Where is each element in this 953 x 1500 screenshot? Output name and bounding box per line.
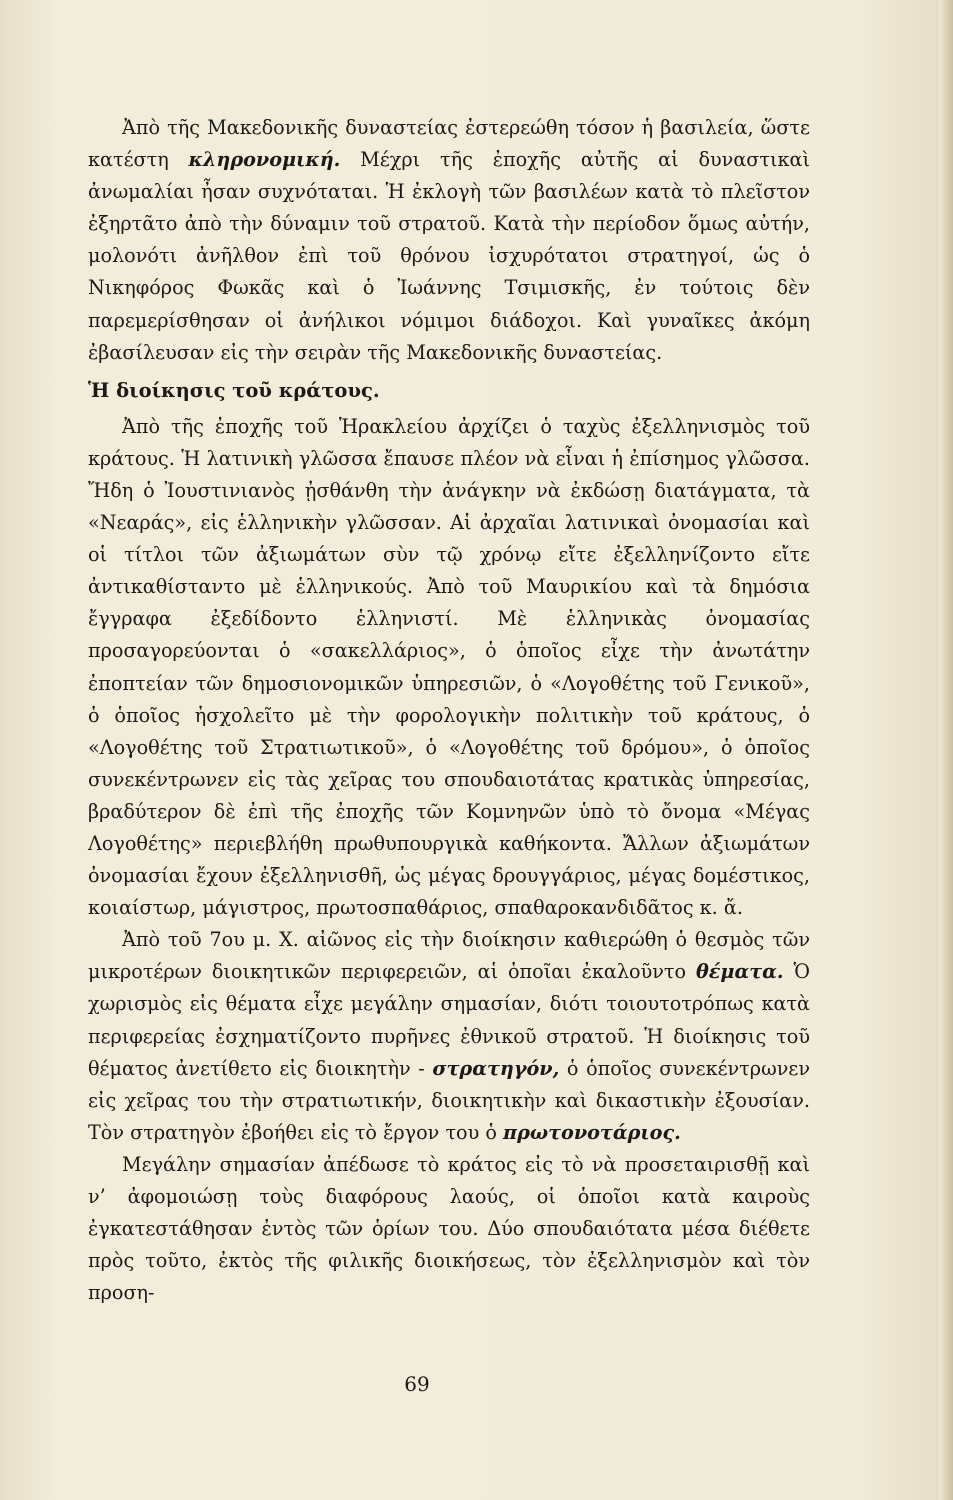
section-heading: Ἡ διοίκησις τοῦ κράτους. (88, 378, 380, 402)
paragraph-3 (88, 924, 810, 1149)
text-run: Ἀπὸ τῆς ἐποχῆς τοῦ Ἡρακλείου ἀρχίζει ὁ ταχὺς ἐξελληνισμὸς τοῦ κράτους. Ἡ λατινικὴ γλῶσσα ἔπαυσε πλέον νὰ εἶναι ἡ ἐπίσημος γλῶσσα. Ἤδη ὁ Ἰουστινιανὸς ᾐσθάνθη τὴν ἀνάγκην νὰ ἐκδώσῃ διατάγματα, τὰ «Νεαράς», εἰς ἑλληνικὴν γλῶσσαν. Αἱ ἀρχαῖαι λατινικαὶ ὀνομασίαι καὶ οἱ τίτλοι τῶν ἀξιωμάτων σὺν τῷ χρόνῳ εἴτε ἐξελληνίζοντο εἴτε ἀντικαθίσταντο μὲ ἑλληνικούς. Ἀπὸ τοῦ Μαυρικίου καὶ τὰ δημόσια ἔγγραφα ἐξεδίδοντο ἑλληνιστί. Μὲ ἑλληνικὰς ὀνομασίας προσαγορεύονται ὁ «σακελλάριος», ὁ ὁποῖος εἶχε τὴν ἀνωτάτην ἐποπτείαν τῶν δημοσιονομικῶν ὑπηρεσιῶν, ὁ «Λογοθέτης τοῦ Γενικοῦ», ὁ ὁποῖος ἠσχολεῖτο μὲ τὴν φορολογικὴν πολιτικὴν τοῦ κράτους, ὁ «Λογοθέτης τοῦ Στρατιωτικοῦ», ὁ «Λογοθέτης τοῦ δρόμου», ὁ ὁποῖος συνεκέντρωνεν εἰς τὰς χεῖρας του σπουδαιοτάτας κρατικὰς ὑπηρεσίας, βραδύτερον δὲ ἐπὶ τῆς ἐποχῆς τῶν Κομνηνῶν ὑπὸ τὸ ὄνομα «Μέγας Λογοθέτης» περιεβλήθη πρωθυπουργικὰ καθήκοντα. Ἄλλων ἀξιωμάτων ὀνομασίαι ἔχουν ἐξελληνισθῆ, ὡς μέγας δρουγγάριος, μέγας δομέστικος, κοιαίστωρ, μάγιστρος, πρωτοσπαθάριος, σπαθαροκανδιδᾶτος κ. ἄ. (88, 414, 810, 920)
page-number: 69 (404, 1372, 430, 1396)
body-text (88, 112, 810, 1309)
emphasis-term: κληρονομική. (188, 148, 341, 172)
emphasis-term: πρωτονοτάριος. (503, 1120, 681, 1144)
emphasis-term: στρατηγόν, (432, 1056, 560, 1080)
text-run: Ὁ χωρισμὸς εἰς θέματα εἶχε μεγάλην σημασίαν, διότι τοιουτοτρόπως κατὰ περιφερείας ἐσχηματίζοντο πυρῆνες ἐθνικοῦ στρατοῦ. Ἡ διοίκησις τοῦ θέματος ἀνετίθετο εἰς διοικητὴν - (88, 960, 810, 1080)
text-run: ὁ ὁποῖος συνεκέντρωνεν εἰς χεῖρας του τὴν στρατιωτικήν, διοικητικὴν καὶ δικαστικὴν ἐξουσίαν. Τὸν στρατηγὸν ἐβοήθει εἰς τὸ ἔργον του ὁ (88, 1056, 810, 1144)
paragraph-2 (88, 411, 810, 925)
text-run: Μεγάλην σημασίαν ἀπέδωσε τὸ κράτος εἰς τὸ νὰ προσεταιρισθῇ καὶ ν’ ἀφομοιώσῃ τοὺς διαφόρους λαούς, οἱ ὁποῖοι κατὰ καιροὺς ἐγκατεστάθησαν ἐντὸς τῶν ὁρίων του. Δύο σπουδαιότατα μέσα διέθετε πρὸς τοῦτο, ἐκτὸς τῆς φιλικῆς διοικήσεως, τὸν ἐξελληνισμὸν καὶ τὸν προση- (88, 1152, 810, 1305)
text-run: Ἀπὸ τοῦ 7ου μ. Χ. αἰῶνος εἰς τὴν διοίκησιν καθιερώθη ὁ θεσμὸς τῶν μικροτέρων διοικητικῶν περιφερειῶν, αἱ ὁποῖαι ἐκαλοῦντο (88, 928, 810, 984)
text-run: Μέχρι τῆς ἐποχῆς αὐτῆς αἱ δυναστικαὶ ἀνωμαλίαι ἦσαν συχνόταται. Ἡ ἐκλογὴ τῶν βασιλέων κατὰ τὸ πλεῖστον ἐξηρτᾶτο ἀπὸ τὴν δύναμιν τοῦ στρατοῦ. Κατὰ τὴν περίοδον ὅμως αὐτήν, μολονότι ἀνῆλθον ἐπὶ τοῦ θρόνου ἰσχυρότατοι στρατηγοί, ὡς ὁ Νικηφόρος Φωκᾶς καὶ ὁ Ἰωάννης Τσιμισκῆς, ἐν τούτοις δὲν παρεμερίσθησαν οἱ ἀνήλικοι νόμιμοι διάδοχοι. Καὶ γυναῖκες ἀκόμη ἐβασίλευσαν εἰς τὴν σειρὰν τῆς Μακεδονικῆς δυναστείας. (88, 148, 810, 364)
paragraph-1 (88, 112, 810, 369)
emphasis-term: θέματα. (695, 960, 784, 984)
text-run: Ἀπὸ τῆς Μακεδονικῆς δυναστείας ἐστερεώθη τόσον ἡ βασιλεία, ὥστε κατέστη (88, 116, 810, 172)
paragraph-4 (88, 1149, 810, 1309)
